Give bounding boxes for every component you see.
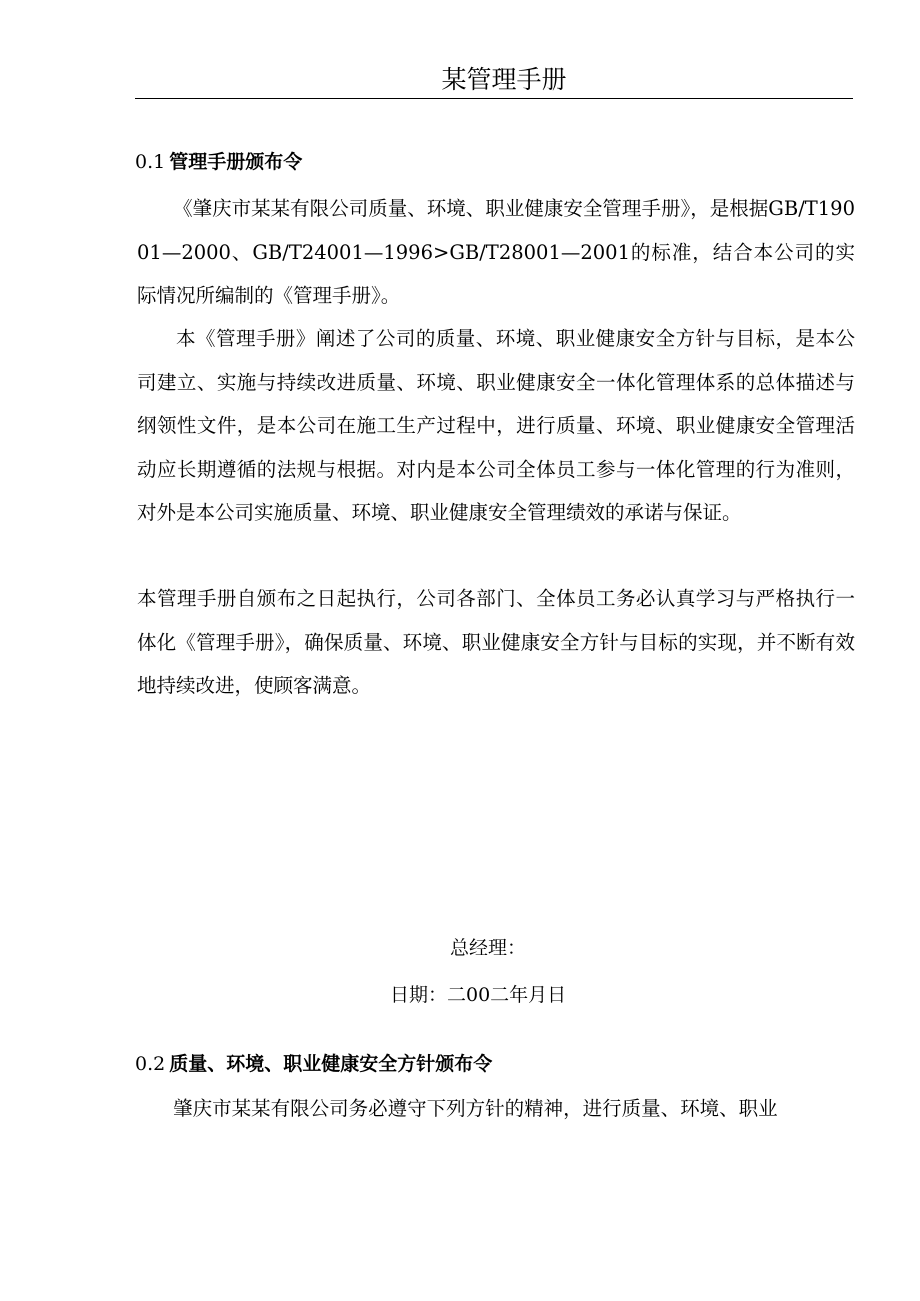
paragraph-scope: 本《管理手册》阐述了公司的质量、环境、职业健康安全方针与目标，是本公司建立、实施与持续改进质量、环境、职业健康安全一体化管理体系的总体描述与纲领性文件，是本公司在施工生产过程中，进行质量、环境、职业健康安全管理活动应长期遵循的法规与根据。对内是本公司全体员工参与一体化管理的行为准则，对外是本公司实施质量、环境、职业健康安全管理绩效的承诺与保证。	[137, 327, 855, 524]
signature-date: 日期：二00二年月日	[390, 984, 567, 1006]
section-number: 0.2	[135, 1053, 166, 1075]
section-heading-0-2	[135, 1049, 855, 1079]
page-header-title: 某管理手册	[441, 65, 567, 94]
section-number: 0.1	[135, 151, 166, 173]
general-manager-signature: 总经理：	[450, 937, 527, 959]
section-heading-0-1	[135, 147, 855, 177]
header-divider	[135, 98, 853, 99]
section-title: 质量、环境、职业健康安全方针颁布令	[169, 1053, 493, 1075]
paragraph-intro: 《肇庆市某某有限公司质量、环境、职业健康安全管理手册》，是根据GB/T19001—2000、GB/T24001—1996>GB/T28001—2001的标准，结合本公司的实际情况所编制的《管理手册》。	[137, 197, 855, 307]
section-title: 管理手册颁布令	[169, 151, 303, 173]
paragraph-policy: 肇庆市某某有限公司务必遵守下列方针的精神，进行质量、环境、职业	[173, 1097, 778, 1120]
paragraph-execution: 本管理手册自颁布之日起执行，公司各部门、全体员工务必认真学习与严格执行一体化《管理手册》，确保质量、环境、职业健康安全方针与目标的实现，并不断有效地持续改进，使顾客满意。	[137, 587, 855, 697]
